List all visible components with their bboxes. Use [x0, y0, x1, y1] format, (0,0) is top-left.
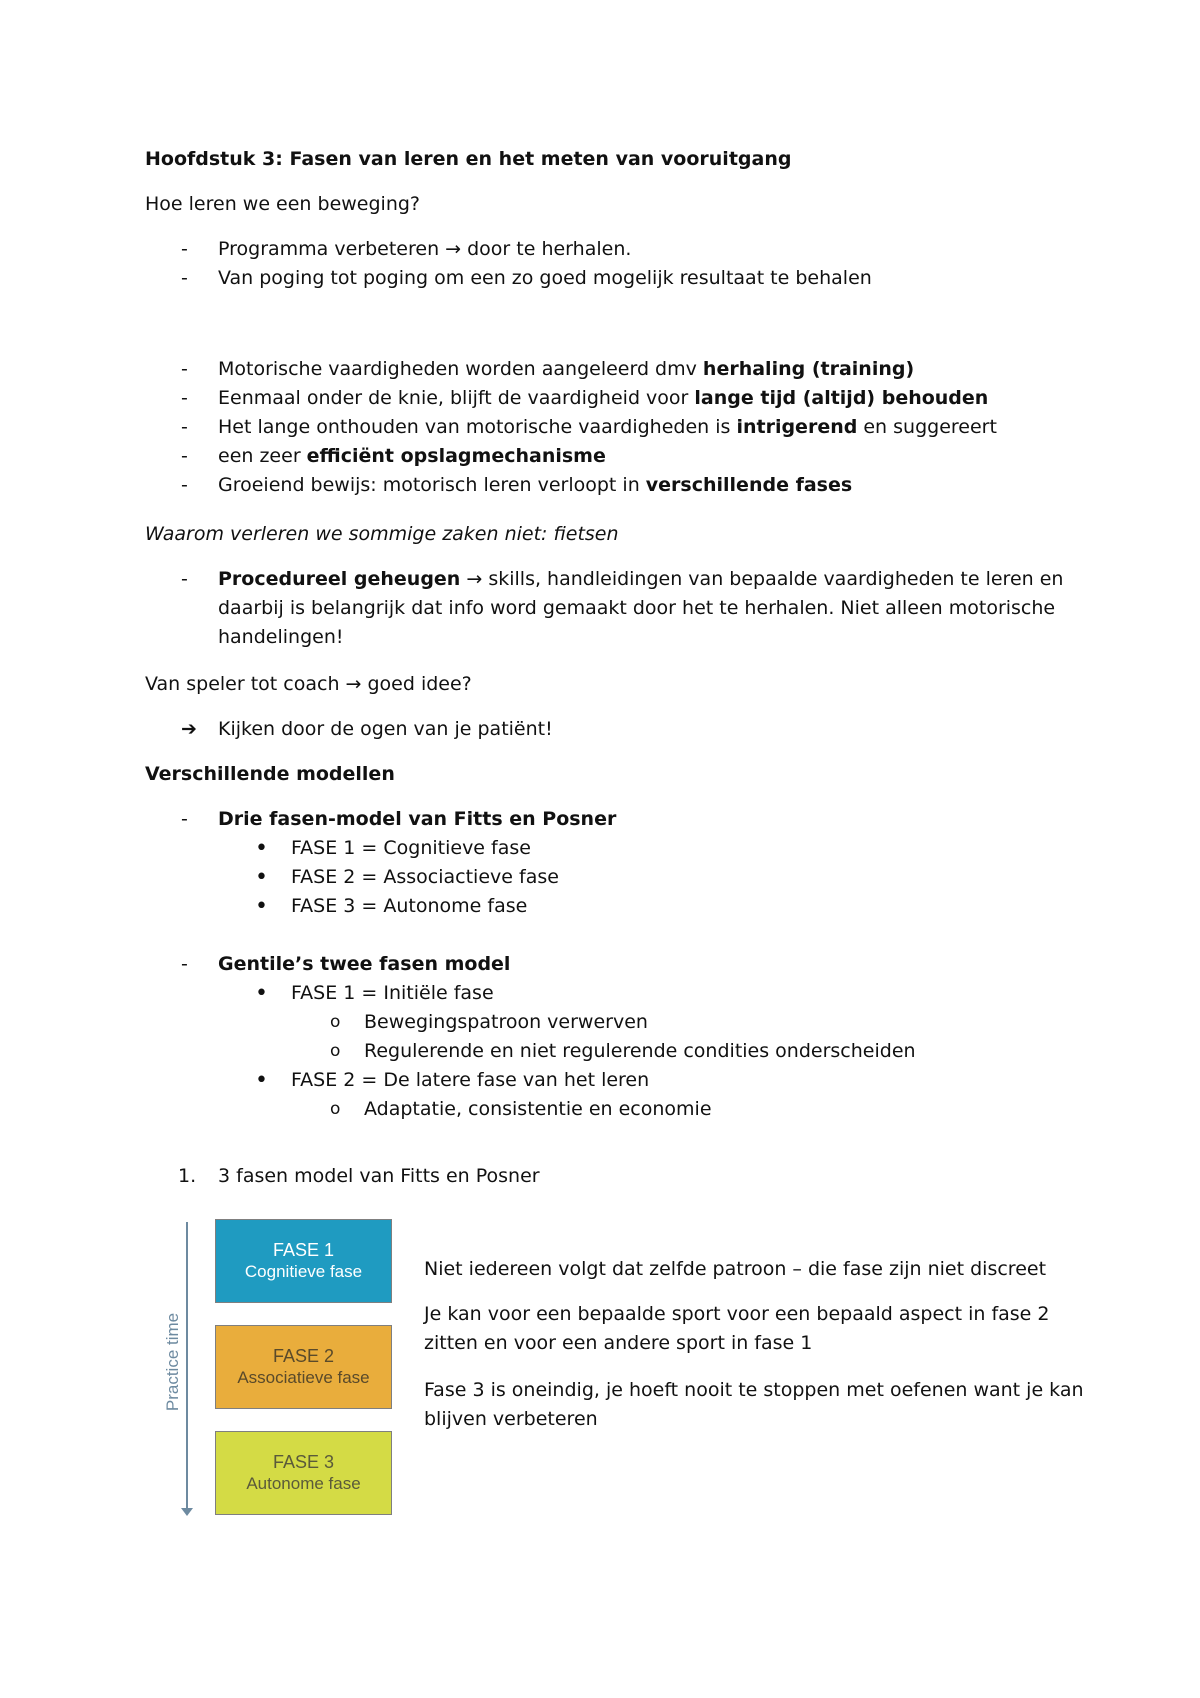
axis-arrow-icon	[181, 1508, 193, 1516]
gentile-subitem: Adaptatie, consistentie en economie	[364, 1098, 712, 1120]
phase-box-title: FASE 2	[272, 1346, 335, 1366]
list-item: Procedureel geheugen → skills, handleidingen van bepaalde vaardigheden te leren en	[218, 568, 1064, 590]
note-text: Je kan voor een bepaalde sport voor een bepaald aspect in fase 2	[424, 1303, 1050, 1325]
chapter-title: Hoofdstuk 3: Fasen van leren en het meten van vooruitgang	[145, 148, 792, 170]
arrow-bullet-icon: ➔	[181, 718, 197, 740]
dash-bullet: -	[181, 358, 188, 380]
dash-bullet: -	[181, 445, 188, 467]
italic-heading: Waarom verleren we sommige zaken niet: fietsen	[145, 523, 619, 545]
question-heading: Hoe leren we een beweging?	[145, 193, 421, 215]
circle-bullet-icon: o	[330, 1041, 341, 1061]
fitts-item: FASE 1 = Cognitieve fase	[291, 837, 531, 859]
dash-bullet: -	[181, 238, 188, 260]
phase-box-subtitle: Associatieve fase	[237, 1368, 370, 1387]
phase-box-subtitle: Cognitieve fase	[244, 1262, 363, 1281]
numbered-item: 3 fasen model van Fitts en Posner	[218, 1165, 540, 1187]
practice-time-axis	[186, 1222, 188, 1512]
phase-box-title: FASE 3	[272, 1452, 335, 1472]
bullet-icon: •	[255, 865, 268, 890]
bullet-icon: •	[255, 981, 268, 1006]
phase-box-subtitle: Autonome fase	[246, 1474, 361, 1493]
list-item: een zeer efficiënt opslagmechanisme	[218, 445, 606, 467]
note-text: blijven verbeteren	[424, 1408, 598, 1430]
list-item: Eenmaal onder de knie, blijft de vaardigheid voor lange tijd (altijd) behouden	[218, 387, 989, 409]
gentile-item: FASE 1 = Initiële fase	[291, 982, 494, 1004]
gentile-item: FASE 2 = De latere fase van het leren	[291, 1069, 650, 1091]
list-item: Het lange onthouden van motorische vaardigheden is intrigerend en suggereert	[218, 416, 997, 438]
fitts-title: Drie fasen-model van Fitts en Posner	[218, 808, 617, 830]
gentile-title: Gentile’s twee fasen model	[218, 953, 511, 975]
dash-bullet: -	[181, 953, 188, 975]
bullet-icon: •	[255, 836, 268, 861]
circle-bullet-icon: o	[330, 1012, 341, 1032]
fitts-item: FASE 3 = Autonome fase	[291, 895, 528, 917]
models-heading: Verschillende modellen	[145, 763, 395, 785]
list-number: 1.	[178, 1165, 197, 1187]
note-text: zitten en voor een andere sport in fase 1	[424, 1332, 813, 1354]
dash-bullet: -	[181, 808, 188, 830]
list-item: Van poging tot poging om een zo goed mogelijk resultaat te behalen	[218, 267, 872, 289]
bullet-icon: •	[255, 1068, 268, 1093]
phase-box-1	[215, 1219, 392, 1303]
list-item: Programma verbeteren → door te herhalen.	[218, 238, 632, 260]
circle-bullet-icon: o	[330, 1099, 341, 1119]
fitts-item: FASE 2 = Associactieve fase	[291, 866, 559, 888]
note-text: Niet iedereen volgt dat zelfde patroon – die fase zijn niet discreet	[424, 1258, 1047, 1280]
phase-box-title: FASE 1	[272, 1240, 335, 1260]
dash-bullet: -	[181, 568, 188, 590]
list-item: Groeiend bewijs: motorisch leren verloopt in verschillende fases	[218, 474, 853, 496]
coach-line: Van speler tot coach → goed idee?	[145, 673, 472, 695]
arrow-item: Kijken door de ogen van je patiënt!	[218, 718, 553, 740]
dash-bullet: -	[181, 387, 188, 409]
gentile-subitem: Bewegingspatroon verwerven	[364, 1011, 648, 1033]
dash-bullet: -	[181, 474, 188, 496]
phase-box-2	[215, 1325, 392, 1409]
gentile-subitem: Regulerende en niet regulerende condities onderscheiden	[364, 1040, 916, 1062]
bullet-icon: •	[255, 894, 268, 919]
list-item: Motorische vaardigheden worden aangeleerd dmv herhaling (training)	[218, 358, 915, 380]
dash-bullet: -	[181, 416, 188, 438]
list-item-continued: daarbij is belangrijk dat info word gemaakt door het te herhalen. Niet alleen motorische	[218, 597, 1056, 619]
dash-bullet: -	[181, 267, 188, 289]
note-text: Fase 3 is oneindig, je hoeft nooit te stoppen met oefenen want je kan	[424, 1379, 1084, 1401]
list-item-continued: handelingen!	[218, 626, 344, 648]
phase-box-3	[215, 1431, 392, 1515]
axis-label: Practice time	[163, 1312, 182, 1412]
